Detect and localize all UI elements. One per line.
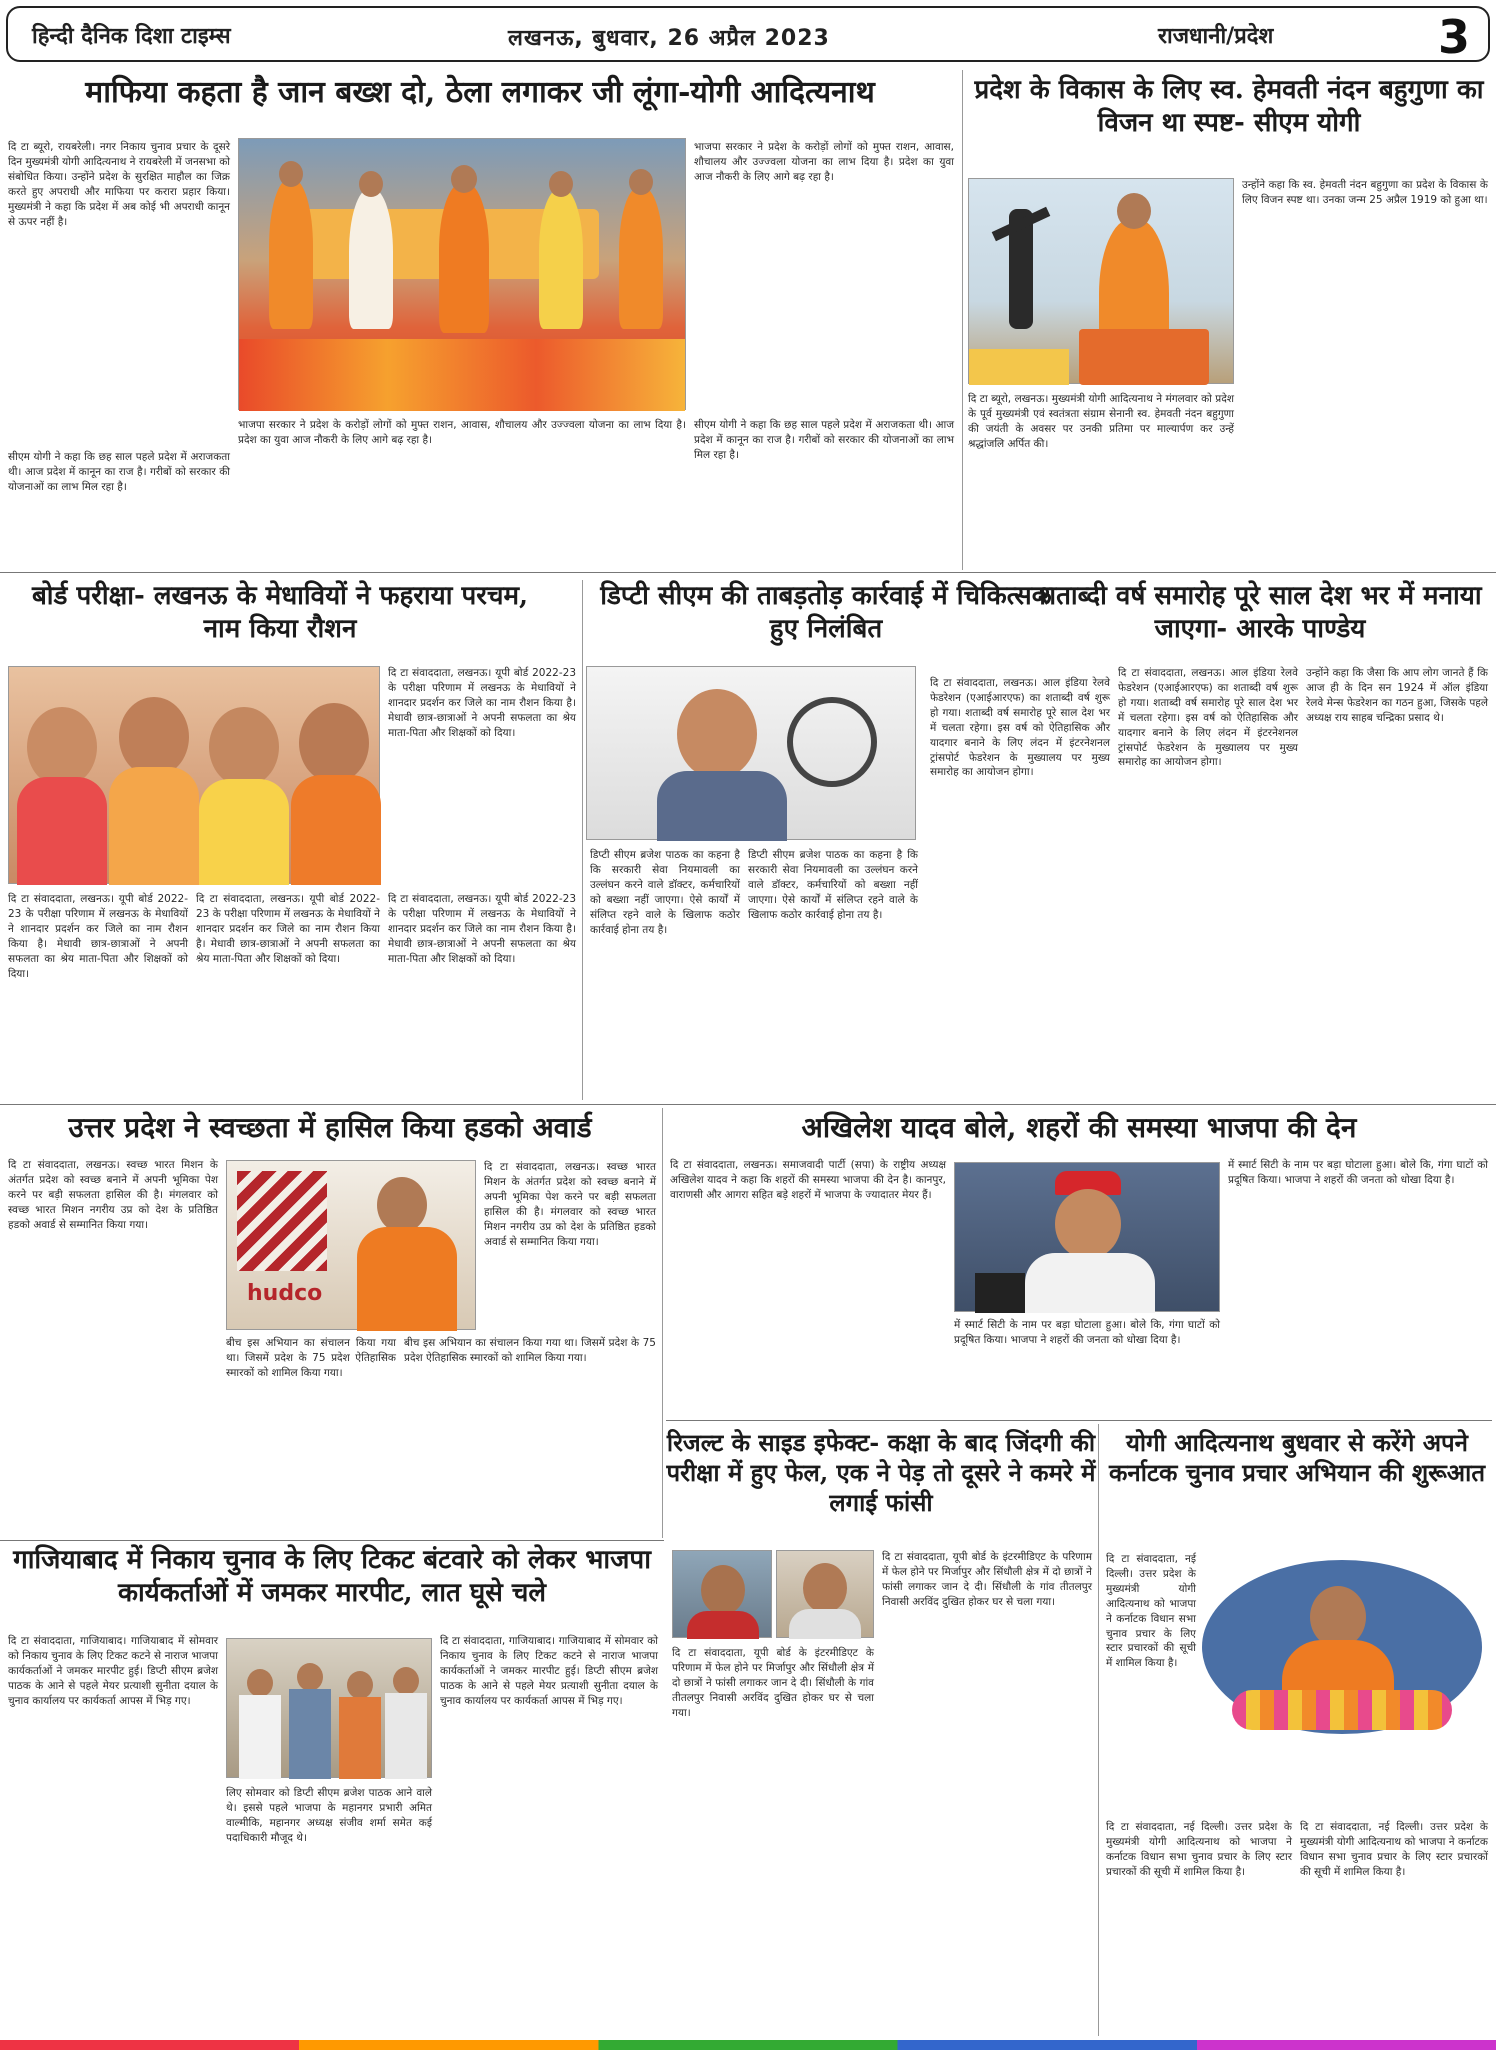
headline: अखिलेश यादव बोले, शहरों की समस्या भाजपा की देन [801,1111,1357,1144]
article-text: दि टा संवाददाता, लखनऊ। आल इंडिया रेलवे फेडरेशन (एआईआरएफ) का शताब्दी वर्ष शुरू हो गया। शताब्दी वर्ष समारोह पूरे साल देश भर में चलता रहेगा। इस वर्ष को ऐतिहासिक और यादगार बनाने के लिए लंदन में इंटरनेशनल ट्रांसपोर्ट फेडरेशन के मुख्यालय पर मुख्य समारोह का आयोजन होगा। [1118,667,1298,769]
article-text: में स्मार्ट सिटी के नाम पर बड़ा घोटाला हुआ। बोले कि, गंगा घाटों को प्रदूषित किया। भाजपा ने शहरों की जनता को धोखा दिया है। [954,1319,1220,1346]
headline: प्रदेश के विकास के लिए स्व. हेमवती नंदन बहुगुणा का विजन था स्पष्ट- सीएम योगी [974,75,1484,138]
bottom-color-strip [0,2040,1496,2050]
headline: डिप्टी सीएम की ताबड़तोड़ कार्रवाई में चिकित्सक हुए निलंबित [600,581,1052,644]
students-photo [8,666,380,884]
yogi-speech-photo [1202,1560,1482,1734]
student-photo-left [672,1550,772,1638]
article-text: में स्मार्ट सिटी के नाम पर बड़ा घोटाला हुआ। बोले कि, गंगा घाटों को प्रदूषित किया। भाजपा ने शहरों की जनता को धोखा दिया है। [1228,1159,1488,1186]
hudco-photo: hudco [226,1160,476,1330]
article-text: सीएम योगी ने कहा कि छह साल पहले प्रदेश में अराजकता थी। आज प्रदेश में कानून का राज है। गरीबों को सरकार की योजनाओं का लाभ मिल रहा है। [694,419,954,461]
headline: बोर्ड परीक्षा- लखनऊ के मेधावियों ने फहराया परचम, नाम किया रौशन [31,581,529,644]
article-text: दि टा संवाददाता, लखनऊ। यूपी बोर्ड 2022-23 के परीक्षा परिणाम में लखनऊ के मेधावियों ने शानदार प्रदर्शन कर जिले का नाम रौशन किया है। मेधावी छात्र-छात्राओं ने अपनी सफलता का श्रेय माता-पिता और शिक्षकों को दिया। [196,893,380,965]
masthead [6,6,1490,62]
article-result-side-effect [666,1424,1096,2044]
article-airf [930,576,1492,1106]
article-text: बीच इस अभियान का संचालन किया गया था। जिसमें प्रदेश के 75 प्रदेश ऐतिहासिक स्मारकों को शामिल किया गया। [404,1337,656,1364]
akhilesh-photo [954,1162,1220,1312]
article-text: दि टा संवाददाता, लखनऊ। स्वच्छ भारत मिशन के अंतर्गत प्रदेश को स्वच्छ बनाने में अपनी भूमिका पेश करने पर बड़ी सफलता हासिल की है। मंगलवार को स्वच्छ भारत मिशन नगरीय उप्र को देश के प्रतिष्ठित हडको अवार्ड से सम्मानित किया गया। [8,1159,218,1231]
article-text: दि टा संवाददाता, लखनऊ। यूपी बोर्ड 2022-23 के परीक्षा परिणाम में लखनऊ के मेधावियों ने शानदार प्रदर्शन कर जिले का नाम रौशन किया है। मेधावी छात्र-छात्राओं ने अपनी सफलता का श्रेय माता-पिता और शिक्षकों को दिया। [388,667,576,739]
headline: योगी आदित्यनाथ बुधवार से करेंगे अपने कर्नाटक चुनाव प्रचार अभियान की शुरूआत [1108,1428,1486,1487]
doctor-photo [586,666,916,840]
article-karnataka-campaign [1102,1424,1492,2044]
section-name: राजधानी/प्रदेश [1158,24,1274,49]
article-text: दि टा संवाददाता, यूपी बोर्ड के इंटरमीडिएट के परिणाम में फेल होने पर मिर्जापुर और सिंधौली क्षेत्र में दो छात्रों ने फांसी लगाकर जान दे दी। सिंधौली के गांव तीतलपुर निवासी अरविंद दुखित होकर घर से चला गया। [882,1551,1092,1608]
article-hudco-award [0,1108,660,1548]
article-text: दि टा संवाददाता, लखनऊ। यूपी बोर्ड 2022-23 के परीक्षा परिणाम में लखनऊ के मेधावियों ने शानदार प्रदर्शन कर जिले का नाम रौशन किया है। मेधावी छात्र-छात्राओं ने अपनी सफलता का श्रेय माता-पिता और शिक्षकों को दिया। [388,893,576,965]
rally-photo [238,138,686,410]
article-text: दि टा संवाददाता, नई दिल्ली। उत्तर प्रदेश के मुख्यमंत्री योगी आदित्यनाथ को भाजपा ने कर्नाटक विधान सभा चुनाव प्रचार के लिए स्टार प्रचारकों की सूची में शामिल किया है। [1106,1821,1292,1878]
article-text: दि टा संवाददाता, यूपी बोर्ड के इंटरमीडिएट के परिणाम में फेल होने पर मिर्जापुर और सिंधौली क्षेत्र में दो छात्रों ने फांसी लगाकर जान दे दी। सिंधौली के गांव तीतलपुर निवासी अरविंद दुखित होकर घर से चला गया। [672,1647,874,1719]
article-text: बीच इस अभियान का संचालन किया गया था। जिसमें प्रदेश के 75 प्रदेश ऐतिहासिक स्मारकों को शामिल किया गया। [226,1337,396,1379]
article-text: उन्होंने कहा कि स्व. हेमवती नंदन बहुगुणा का प्रदेश के विकास के लिए विजन स्पष्ट था। उनका जन्म 25 अप्रैल 1919 को हुआ था। [1242,179,1488,206]
headline: माफिया कहता है जान बख्श दो, ठेला लगाकर जी लूंगा-योगी आदित्यनाथ [85,75,875,110]
article-text: सीएम योगी ने कहा कि छह साल पहले प्रदेश में अराजकता थी। आज प्रदेश में कानून का राज है। गरीबों को सरकार की योजनाओं का लाभ मिल रहा है। [8,451,230,493]
article-text: दि टा ब्यूरो, लखनऊ। मुख्यमंत्री योगी आदित्यनाथ ने मंगलवार को प्रदेश के पूर्व मुख्यमंत्री एवं स्वतंत्रता संग्राम सेनानी स्व. हेमवती नंदन बहुगुणा की जयंती के अवसर पर उनकी प्रतिमा पर माल्यार्पण कर उन्हें श्रद्धांजलि अर्पित की। [968,393,1234,450]
article-text: डिप्टी सीएम ब्रजेश पाठक का कहना है कि सरकारी सेवा नियमावली का उल्लंघन करने वाले डॉक्टर, कर्मचारियों को बख्शा नहीं जाएगा। ऐसे कार्यों में संलिप्त रहने वाले के खिलाफ कठोर कार्रवाई होना तय है। [748,849,918,921]
article-text: डिप्टी सीएम ब्रजेश पाठक का कहना है कि सरकारी सेवा नियमावली का उल्लंघन करने वाले डॉक्टर, कर्मचारियों को बख्शा नहीं जाएगा। ऐसे कार्यों में संलिप्त रहने वाले के खिलाफ कठोर कार्रवाई होना तय है। [590,849,740,936]
article-board-exam [0,576,580,1106]
article-text: दि टा संवाददाता, लखनऊ। आल इंडिया रेलवे फेडरेशन (एआईआरएफ) का शताब्दी वर्ष शुरू हो गया। शताब्दी वर्ष समारोह पूरे साल देश भर में चलता रहेगा। इस वर्ष को ऐतिहासिक और यादगार बनाने के लिए लंदन में इंटरनेशनल ट्रांसपोर्ट फेडरेशन के मुख्यालय पर मुख्य समारोह का आयोजन होगा। [930,677,1110,779]
statue-photo [968,178,1234,384]
article-text: भाजपा सरकार ने प्रदेश के करोड़ों लोगों को मुफ्त राशन, आवास, शौचालय और उज्ज्वला योजना का लाभ दिया है। प्रदेश का युवा आज नौकरी के लिए आगे बढ़ रहा है। [694,141,954,183]
article-akhilesh [666,1108,1492,1418]
article-text: दि टा संवाददाता, नई दिल्ली। उत्तर प्रदेश के मुख्यमंत्री योगी आदित्यनाथ को भाजपा ने कर्नाटक विधान सभा चुनाव प्रचार के लिए स्टार प्रचारकों की सूची में शामिल किया है। [1106,1553,1196,1670]
article-text: उन्होंने कहा कि जैसा कि आप लोग जानते हैं कि आज ही के दिन सन 1924 में ऑल इंडिया रेलवे मेन्स फेडरेशन का गठन हुआ, जिसके पहले अध्यक्ष राय साहब चन्द्रिका प्रसाद थे। [1306,667,1488,724]
article-yogi-raebareli [0,66,960,574]
article-text: दि टा ब्यूरो, रायबरेली। नगर निकाय चुनाव प्रचार के दूसरे दिन मुख्यमंत्री योगी आदित्यनाथ ने रायबरेली में जनसभा को संबोधित किया। उन्होंने प्रदेश के सुरक्षित माहौल का जिक्र करते हुए अपराधी और माफिया पर करारा प्रहार किया। मुख्यमंत्री ने कहा कि प्रदेश में अब कोई भी अपराधी कानून से ऊपर नहीं है। [8,141,230,228]
article-text: दि टा संवाददाता, नई दिल्ली। उत्तर प्रदेश के मुख्यमंत्री योगी आदित्यनाथ को भाजपा ने कर्नाटक विधान सभा चुनाव प्रचार के लिए स्टार प्रचारकों की सूची में शामिल किया है। [1300,1821,1488,1878]
headline: गाजियाबाद में निकाय चुनाव के लिए टिकट बंटवारे को लेकर भाजपा कार्यकर्ताओं में जमकर मारपीट, लात घूसे चले [13,1545,651,1608]
paper-name: हिन्दी दैनिक दिशा टाइम्स [32,24,231,49]
article-text: दि टा संवाददाता, लखनऊ। समाजवादी पार्टी (सपा) के राष्ट्रीय अध्यक्ष अखिलेश यादव ने कहा कि शहरों की समस्या भाजपा की देन है। कानपुर, वाराणसी और आगरा सहित बड़े शहरों में भाजपा के ज्यादातर मेयर हैं। [670,1159,946,1201]
article-text: भाजपा सरकार ने प्रदेश के करोड़ों लोगों को मुफ्त राशन, आवास, शौचालय और उज्ज्वला योजना का लाभ दिया है। प्रदेश का युवा आज नौकरी के लिए आगे बढ़ रहा है। [238,419,686,446]
article-text: दि टा संवाददाता, लखनऊ। स्वच्छ भारत मिशन के अंतर्गत प्रदेश को स्वच्छ बनाने में अपनी भूमिका पेश करने पर बड़ी सफलता हासिल की है। मंगलवार को स्वच्छ भारत मिशन नगरीय उप्र को देश के प्रतिष्ठित हडको अवार्ड से सम्मानित किया गया। [484,1161,656,1248]
article-text: लिए सोमवार को डिप्टी सीएम ब्रजेश पाठक आने वाले थे। इससे पहले भाजपा के महानगर प्रभारी अमित वाल्मीकि, महानगर अध्यक्ष संजीव शर्मा समेत कई पदाधिकारी मौजूद थे। [226,1787,432,1844]
article-text: दि टा संवाददाता, लखनऊ। यूपी बोर्ड 2022-23 के परीक्षा परिणाम में लखनऊ के मेधावियों ने शानदार प्रदर्शन कर जिले का नाम रौशन किया है। मेधावी छात्र-छात्राओं ने अपनी सफलता का श्रेय माता-पिता और शिक्षकों को दिया। [8,893,188,980]
article-text: दि टा संवाददाता, गाजियाबाद। गाजियाबाद में सोमवार को निकाय चुनाव के लिए टिकट कटने से नाराज भाजपा कार्यकर्ताओं ने जमकर मारपीट हुई। डिप्टी सीएम ब्रजेश पाठक के आने से पहले मेयर प्रत्याशी सुनीता दयाल के चुनाव कार्यालय पर कार्यकर्ता आपस में भिड़ गए। [8,1635,218,1707]
headline: शताब्दी वर्ष समारोह पूरे साल देश भर में मनाया जाएगा- आरके पाण्डेय [1038,581,1482,644]
article-bahuguna [966,66,1492,566]
date-line: लखनऊ, बुधवार, 26 अप्रैल 2023 [508,26,830,51]
headline: उत्तर प्रदेश ने स्वच्छता में हासिल किया हडको अवार्ड [68,1111,592,1144]
student-photo-right [776,1550,874,1638]
article-ghaziabad-clash [0,1544,664,2040]
article-text: दि टा संवाददाता, गाजियाबाद। गाजियाबाद में सोमवार को निकाय चुनाव के लिए टिकट कटने से नाराज भाजपा कार्यकर्ताओं ने जमकर मारपीट हुई। डिप्टी सीएम ब्रजेश पाठक के आने से पहले मेयर प्रत्याशी सुनीता दयाल के चुनाव कार्यालय पर कार्यकर्ता आपस में भिड़ गए। [440,1635,658,1707]
headline: रिजल्ट के साइड इफेक्ट- कक्षा के बाद जिंदगी की परीक्षा में हुए फेल, एक ने पेड़ तो दूसरे ने कमरे में लगाई फांसी [666,1428,1096,1517]
clash-photo [226,1638,432,1778]
page-number: 3 [1438,10,1471,64]
